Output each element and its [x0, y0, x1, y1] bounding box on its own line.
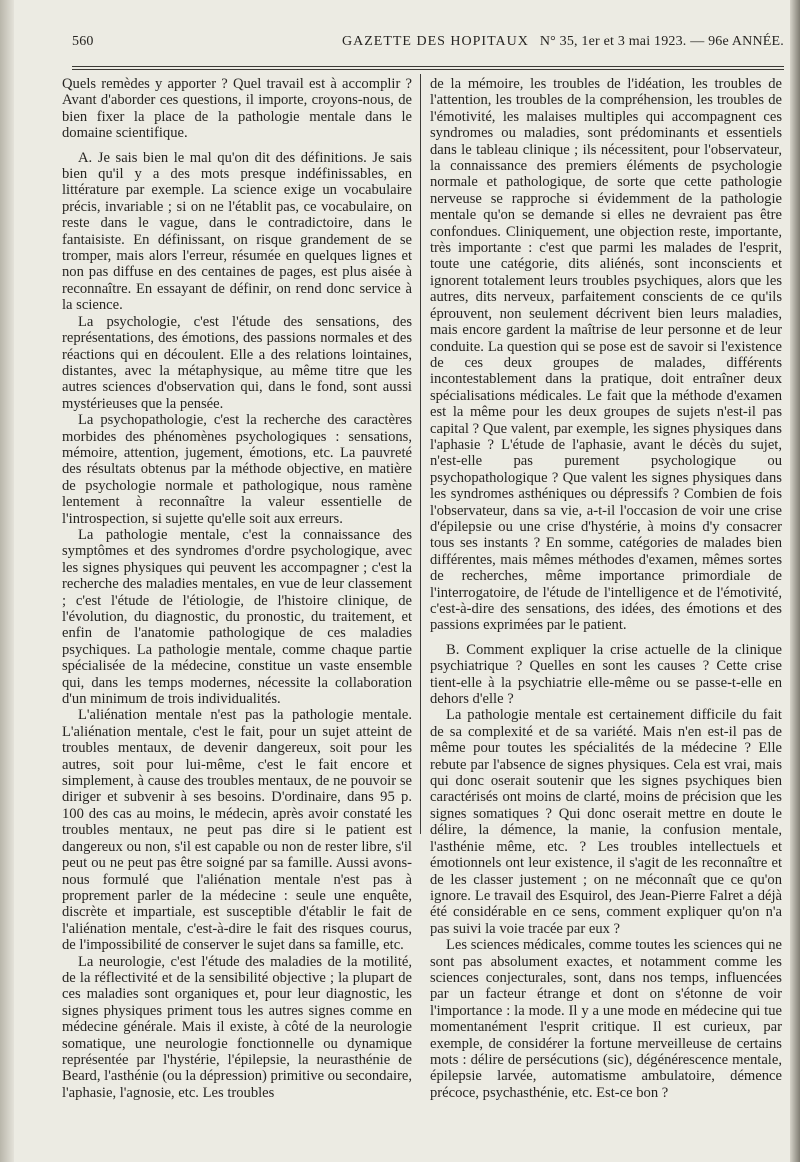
column-divider: [420, 74, 421, 834]
header-rule-top: [72, 66, 784, 67]
paragraph: Les sciences médicales, comme toutes les sciences qui ne sont pas absolument exactes, et notamment comme les sciences conjecturales, sont, dans nos temps, influencées par un facteur étrange et dont on s'étonne de voir l'importance : la mode. Il y a une mode en médecine qui tue momentanément l'esprit critique. Il est curieux, par exemple, de considérer la fortune merveilleuse de certains mots : délire de persécutions (sic), dégénérescence mentale, épilepsie larvée, automatisme ambulatoire, démence précoce, psychasthénie, etc. Est-ce bon ?: [430, 937, 782, 1101]
journal-title: GAZETTE DES HOPITAUX: [342, 34, 529, 49]
header-rule-bottom: [72, 69, 784, 70]
page-edge-right: [790, 0, 800, 1162]
paragraph: La psychopathologie, c'est la recherche des caractères morbides des phénomènes psychologiques : sensations, mémoire, attention, jugement, émotions, etc. La pauvreté des résultats obtenus par la méthode objective, en matière de psychologie normale et pathologique, nous ramène lentement à reconnaître la valeur essentielle de l'introspection, si sujette qu'elle soit aux erreurs.: [62, 412, 412, 527]
left-column: [62, 76, 412, 1101]
paragraph: La neurologie, c'est l'étude des maladies de la motilité, de la réflectivité et de la sensibilité objective ; la plupart de ces maladies sont organiques et, pour leur diagnostic, les signes physiques priment tous les autres signes comme en médecine générale. Mais il existe, à côté de la neurologie somatique, une neurologie fonctionnelle ou dynamique représentée par l'hystérie, l'épilepsie, la neurasthénie de Beard, l'asthénie (ou la dépression) primitive ou secondaire, l'aphasie, l'agnosie, etc. Les troubles: [62, 953, 412, 1101]
paragraph: de la mémoire, les troubles de l'idéation, les troubles de l'attention, les troubles de la compréhension, les troubles de l'émotivité, les malaises multiples qui accompagnent ces syndromes ou maladies, sont prédominants et essentiels dans le tableau clinique ; ils nécessitent, pour l'observateur, la connaissance des premiers éléments de psychologie normale et pathologique, de sorte que cette pathologie nerveuse se rapproche si évidemment de la pathologie mentale qu'on se demande si elles ne devraient pas être confondues. Cliniquement, une objection reste, importante, très importante : c'est que parmi les malades de l'esprit, toute une catégorie, dits aliénés, sont inconscients et ignorent totalement leurs troubles psychiques, alors que les autres, dits nerveux, parfaitement conscients de ce qu'ils éprouvent, non seulement décrivent bien leurs maladies, mais encore gardent la maîtrise de leur personne et de leur conduite. La question qui se pose est de savoir si l'existence de ces deux groupes de malades, différents incontestablement dans la pratique, doit entraîner deux spécialisations médicales. Le fait que la méthode d'examen est la même pour les deux groupes de sujets n'est-il pas capital ? Que valent, par exemple, les signes physiques dans l'aphasie ? L'étude de l'aphasie, avant le décès du sujet, n'est-elle pas purement psychologique ou psychopathologique ? Que valent les signes physiques dans les syndromes asthéniques ou dépressifs ? Combien de fois l'observateur, dans sa vie, a-t-il l'occasion de voir une crise d'épilepsie ou une crise d'hystérie, à moins d'y consacrer tous ses instants ? En somme, catégories de malades bien différentes, mais mêmes méthodes d'examen, mêmes sortes de recherches, même importance primordiale de l'interrogatoire, de l'étude de l'intelligence et de l'émotivité, c'est-à-dire des sensations, des idées, des émotions et des passions exprimées par le patient.: [430, 76, 782, 634]
paragraph: La pathologie mentale, c'est la connaissance des symptômes et des syndromes d'ordre psychologique, avec les signes physiques qui peuvent les accompagner ; c'est la recherche des maladies mentales, en vue de leur classement ; c'est l'étude de l'étiologie, de l'histoire clinique, de l'évolution, du diagnostic, du pronostic, du traitement, et enfin de l'anatomie pathologique de ces maladies psychiques. La pathologie mentale, comme chaque partie spécialisée de la médecine, constitue un vaste ensemble qui, dans les temps modernes, nécessite la collaboration d'un minimum de trois individualités.: [62, 526, 412, 708]
paragraph: Quels remèdes y apporter ? Quel travail est à accomplir ? Avant d'aborder ces questions, il importe, croyons-nous, de bien fixer la place de la pathologie mentale dans le domaine scientifique.: [62, 76, 412, 142]
section-a-paragraph: A. Je sais bien le mal qu'on dit des définitions. Je sais bien qu'il y a des mots presque indéfinissables, en littérature par exemple. La science exige un vocabulaire précis, invariable ; si on ne l'établit pas, ce vocabulaire, on reste dans le vague, dans le contradictoire, dans le fantaisiste. En définissant, on risque grandement de se tromper, mais alors l'erreur, résumée en quelques lignes et non pas diffuse en des centaines de pages, est plus aisée à reconnaître. En essayant de définir, on rend donc service à la science.: [62, 149, 412, 314]
running-header: [72, 34, 784, 58]
page-edge-left: [0, 0, 14, 1162]
paragraph: La pathologie mentale est certainement difficile du fait de sa complexité et de sa variété. Mais n'en est-il pas de même pour toutes les spécialités de la médecine ? Elle rebute par l'absence de signes physiques. Cela est vrai, mais qui donc oserait soutenir que les signes psychiques bien caractérisés ont moins de clarté, moins de précision que les signes somatiques ? Qui donc oserait mettre en doute le délire, la démence, la manie, la confusion mentale, l'asthénie même, etc. ? Les troubles intellectuels et émotionnels ont leur existence, il s'agit de les reconnaître et de les classer justement ; on ne méconnaît que ce qu'on ignore. Le travail des Esquirol, des Jean-Pierre Falret a déjà été considérable en ce sens, comment expliquer qu'on n'a pas suivi la voie tracée par eux ?: [430, 707, 782, 937]
paragraph: La psychologie, c'est l'étude des sensations, des représentations, des émotions, des passions normales et des réactions qui en découlent. Elle a des relations lointaines, distantes, avec la métaphysique, au même titre que les autres sciences d'observation qui, dans le fond, sont aussi mystérieuses que la pensée.: [62, 313, 412, 412]
section-b-paragraph: B. Comment expliquer la crise actuelle de la clinique psychiatrique ? Quelles en sont les causes ? Cette crise tient-elle à la psychiatrie elle-même ou se passe-t-elle en dehors d'elle ?: [430, 641, 782, 708]
issue-info: N° 35, 1er et 3 mai 1923. — 96e ANNÉE.: [539, 34, 784, 49]
right-column: [430, 76, 782, 1101]
paragraph: L'aliénation mentale n'est pas la pathologie mentale. L'aliénation mentale, c'est le fait, pour un sujet atteint de troubles mentaux, de devenir dangereux, soit pour les autres, soit pour lui-même, c'est le fait encore et simplement, à cause des troubles mentaux, de ne pouvoir se diriger et subvenir à ses besoins. D'ordinaire, dans 95 p. 100 des cas au moins, le médecin, après avoir constaté les troubles mentaux, ne peut pas dire si le patient est dangereux ou non, s'il est capable ou non de rester libre, s'il peut ou ne peut pas être soigné par sa famille. Aussi avons-nous formulé que l'aliénation mentale n'est pas à proprement parler de la médecine : seule une enquête, discrète et impartiale, est susceptible d'établir le fait de l'aliénation mentale, c'est-à-dire le fait des risques courus, de l'impossibilité de conserver le sujet dans sa famille, etc.: [62, 707, 412, 954]
page-number: 560: [72, 34, 94, 49]
